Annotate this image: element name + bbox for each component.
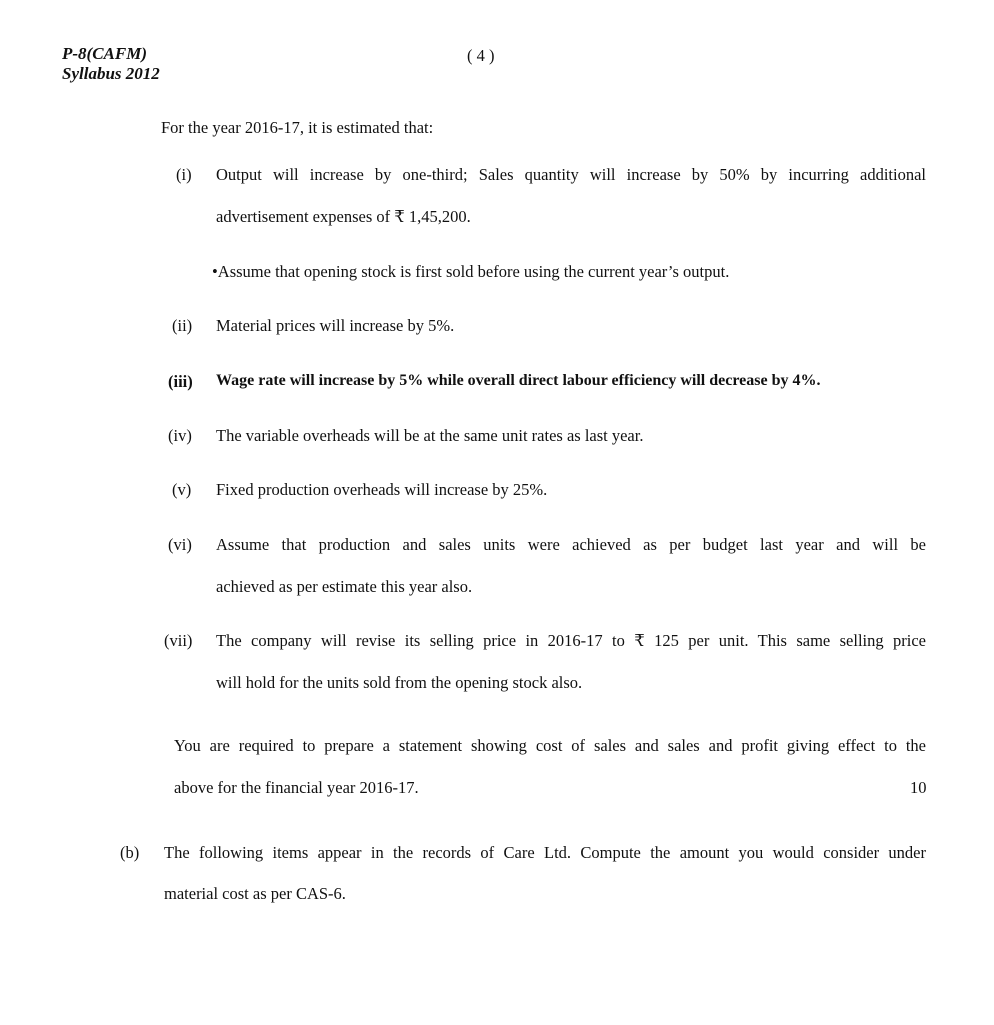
item-note: •Assume that opening stock is first sold before using the current year’s output. xyxy=(212,262,730,281)
item-label: (iii) xyxy=(168,372,193,391)
item-label: (ii) xyxy=(172,316,193,335)
marks: 10 xyxy=(910,778,927,797)
item-text: Wage rate will increase by 5% while overall direct labour efficiency will decrease by 4%. xyxy=(216,372,821,389)
item-text: Material prices will increase by 5%. xyxy=(216,316,455,335)
item-label: (i) xyxy=(176,165,192,184)
item-text: The variable overheads will be at the same unit rates as last year. xyxy=(216,426,644,445)
item-label: (vii) xyxy=(164,631,193,650)
requirement-text: You are required to prepare a statement showing cost of sales and sales and profit giving effect to the xyxy=(174,736,926,755)
requirement-text: above for the financial year 2016-17. xyxy=(174,778,419,797)
item-text: advertisement expenses of ₹ 1,45,200. xyxy=(216,207,471,226)
part-b-text: The following items appear in the records of Care Ltd. Compute the amount you would consider under xyxy=(164,843,926,862)
item-label: (iv) xyxy=(168,426,192,445)
item-label: (v) xyxy=(172,480,192,499)
intro-text: For the year 2016-17, it is estimated that: xyxy=(161,118,434,137)
paper-code: P-8(CAFM) xyxy=(62,44,147,63)
item-text: Fixed production overheads will increase by 25%. xyxy=(216,480,548,499)
page-number: ( 4 ) xyxy=(467,46,495,65)
item-text: Output will increase by one-third; Sales quantity will increase by 50% by incurring additional xyxy=(216,165,926,184)
item-text: will hold for the units sold from the opening stock also. xyxy=(216,673,583,692)
item-text: achieved as per estimate this year also. xyxy=(216,577,473,596)
item-label: (vi) xyxy=(168,535,192,554)
item-text: The company will revise its selling price in 2016-17 to ₹ 125 per unit. This same selling price xyxy=(216,631,926,650)
part-b-label: (b) xyxy=(120,843,140,862)
syllabus-label: Syllabus 2012 xyxy=(62,64,160,83)
item-text: Assume that production and sales units were achieved as per budget last year and will be xyxy=(216,535,926,554)
part-b-text: material cost as per CAS-6. xyxy=(164,884,346,903)
